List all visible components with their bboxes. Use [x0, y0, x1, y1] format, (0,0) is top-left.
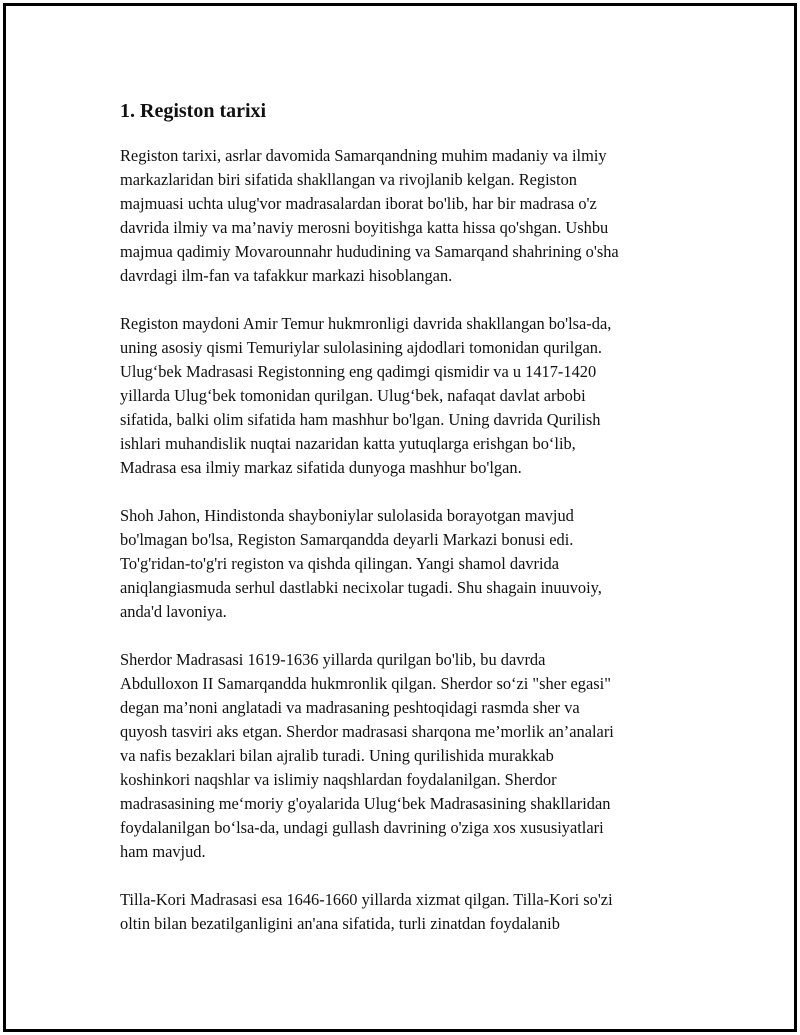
paragraph-2: Registon maydoni Amir Temur hukmronligi davrida shakllangan bo'lsa-da, uning asosiy qismi Temuriylar sulolasining ajdodlari tomonidan qurilgan. Ulug‘bek Madrasasi Registonning eng qadimgi qismidir va u 1417-1420 yillarda Ulug‘bek tomonidan qurilgan. Ulug‘bek, nafaqat davlat arbobi sifatida, balki olim sifatida ham mashhur bo'lgan. Uning davrida Qurilish ishlari muhandislik nuqtai nazaridan katta yutuqlarga erishgan bo‘lib, Madrasa esa ilmiy markaz sifatida dunyoga mashhur bo'lgan. [120, 314, 612, 477]
paragraph-1: Registon tarixi, asrlar davomida Samarqandning muhim madaniy va ilmiy markazlaridan biri sifatida shakllangan va rivojlanib kelgan. Registon majmuasi uchta ulug'vor madrasalardan iborat bo'lib, har bir madrasa o'z davrida ilmiy va ma’naviy merosni boyitishga katta hissa qo'shgan. Ushbu majmua qadimiy Movarounnahr hududining va Samarqand shahrining o'sha davrdagi ilm-fan va tafakkur markazi hisoblangan. [120, 146, 619, 285]
document-page [3, 3, 797, 1032]
document-body [120, 98, 690, 960]
section-heading: 1. Registon tarixi [120, 100, 267, 122]
paragraph-3: Shoh Jahon, Hindistonda shayboniylar sulolasida borayotgan mavjud bo'lmagan bo'lsa, Registon Samarqandda deyarli Markazi bonusi edi. To'g'ridan-to'g'ri registon va qishda qilingan. Yangi shamol davrida aniqlangiasmuda serhul dastlabki necixolar tugadi. Shu shagain inuuvoiy, anda'd lavoniya. [120, 506, 602, 621]
paragraph-5: Tilla-Kori Madrasasi esa 1646-1660 yillarda xizmat qilgan. Tilla-Kori so'zi oltin bilan bezatilganligini an'ana sifatida, turli zinatdan foydalanib [120, 890, 613, 933]
paragraph-4: Sherdor Madrasasi 1619-1636 yillarda qurilgan bo'lib, bu davrda Abdulloxon II Samarqandda hukmronlik qilgan. Sherdor so‘zi "sher egasi" degan ma’noni anglatadi va madrasaning peshtoqidagi rasmda sher va quyosh tasviri aks etgan. Sherdor madrasasi sharqona me’morlik an’analari va nafis bezaklari bilan ajralib turadi. Uning qurilishida murakkab koshinkori naqshlar va islimiy naqshlardan foydalanilgan. Sherdor madrasasining meʻmoriy g'oyalarida Ulug‘bek Madrasasining shakllaridan foydalanilgan bo‘lsa-da, undagi gullash davrining o'ziga xos xususiyatlari ham mavjud. [120, 650, 614, 861]
